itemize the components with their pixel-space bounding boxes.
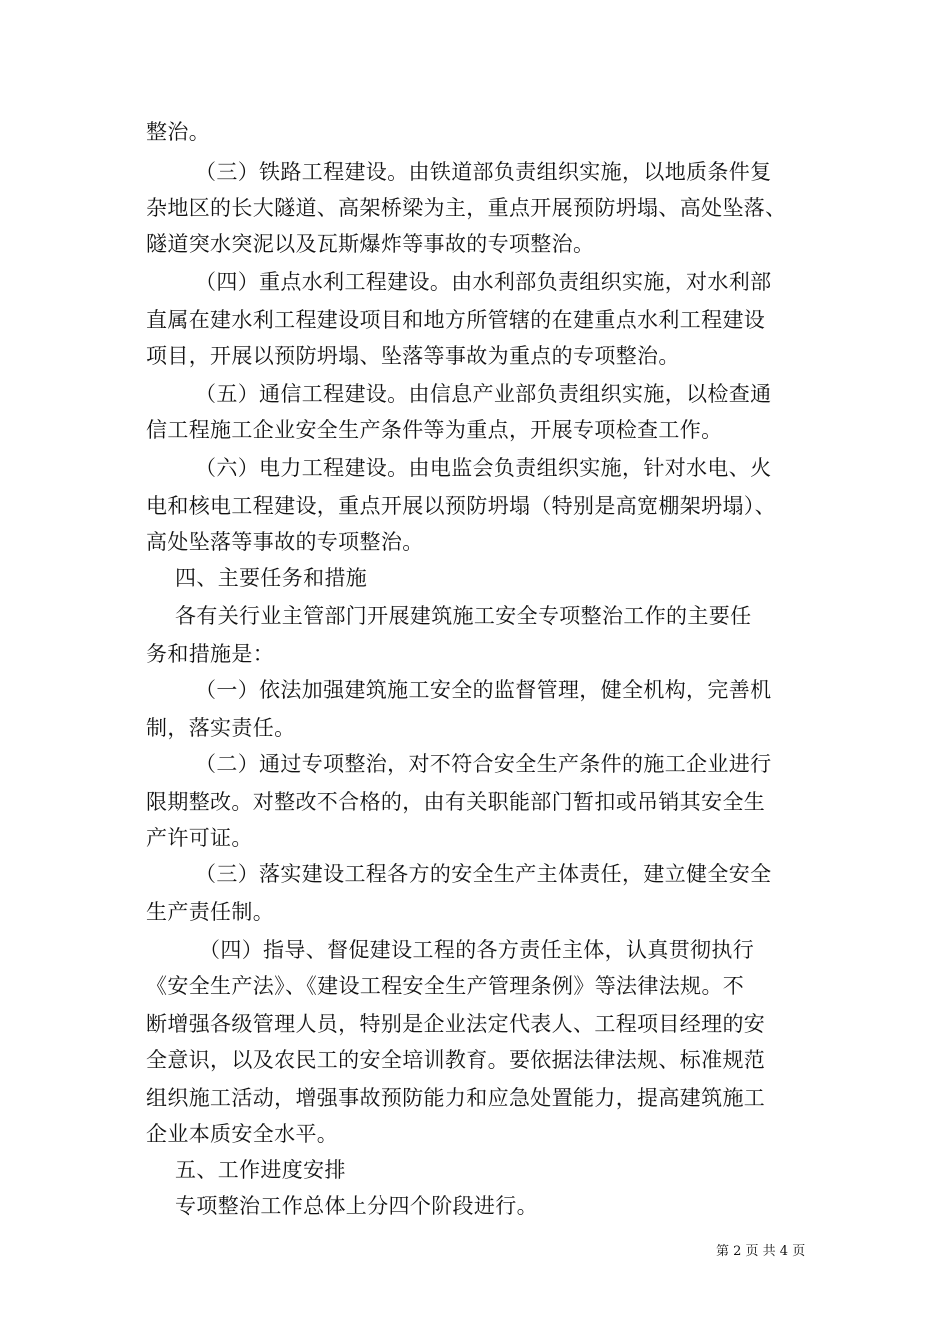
text-line: （三）落实建设工程各方的安全生产主体责任，建立健全安全 (195, 862, 772, 886)
text-line: （四）指导、督促建设工程的各方责任主体，认真贯彻执行 (199, 938, 755, 962)
text-line: 组织施工活动，增强事故预防能力和应急处置能力，提高建筑施工 (146, 1086, 766, 1110)
text-line: 企业本质安全水平。 (146, 1122, 339, 1146)
section-heading: 五、工作进度安排 (175, 1158, 346, 1182)
text-line: 信工程施工企业安全生产条件等为重点，开展专项检查工作。 (146, 418, 723, 442)
text-line: 直属在建水利工程建设项目和地方所管辖的在建重点水利工程建设 (146, 308, 766, 332)
text-line: 隧道突水突泥以及瓦斯爆炸等事故的专项整治。 (146, 232, 595, 256)
text-line: 电和核电工程建设，重点开展以预防坍塌（特别是高宽棚架坍塌）、 (146, 494, 776, 518)
text-line: 《安全生产法》、《建设工程安全生产管理条例》等法律法规。不 (146, 974, 745, 998)
text-line: 限期整改。对整改不合格的，由有关职能部门暂扣或吊销其安全生 (146, 790, 766, 814)
text-line: 项目，开展以预防坍塌、坠落等事故为重点的专项整治。 (146, 344, 680, 368)
text-line: 务和措施是： (146, 642, 275, 666)
text-line: 专项整治工作总体上分四个阶段进行。 (175, 1194, 538, 1218)
text-line: （三）铁路工程建设。由铁道部负责组织实施，以地质条件复 (195, 160, 772, 184)
text-line: 断增强各级管理人员，特别是企业法定代表人、工程项目经理的安 (146, 1012, 766, 1036)
text-line: 各有关行业主管部门开展建筑施工安全专项整治工作的主要任 (175, 604, 752, 628)
page-number: 第 2 页 共 4 页 (716, 1244, 806, 1259)
text-line: 整治。 (146, 120, 211, 144)
text-line: 产许可证。 (146, 826, 253, 850)
text-line: （一）依法加强建筑施工安全的监督管理，健全机构，完善机 (195, 678, 772, 702)
section-heading: 四、主要任务和措施 (175, 566, 368, 590)
text-line: 杂地区的长大隧道、高架桥梁为主，重点开展预防坍塌、高处坠落、 (146, 196, 787, 220)
text-line: （六）电力工程建设。由电监会负责组织实施，针对水电、火 (195, 456, 772, 480)
text-line: （二）通过专项整治，对不符合安全生产条件的施工企业进行 (195, 752, 772, 776)
text-line: （五）通信工程建设。由信息产业部负责组织实施，以检查通 (195, 382, 772, 406)
text-line: （四）重点水利工程建设。由水利部负责组织实施，对水利部 (195, 270, 772, 294)
text-line: 生产责任制。 (146, 900, 275, 924)
text-line: 全意识，以及农民工的安全培训教育。要依据法律法规、标准规范 (146, 1048, 766, 1072)
text-line: 高处坠落等事故的专项整治。 (146, 530, 424, 554)
text-line: 制，落实责任。 (146, 716, 296, 740)
